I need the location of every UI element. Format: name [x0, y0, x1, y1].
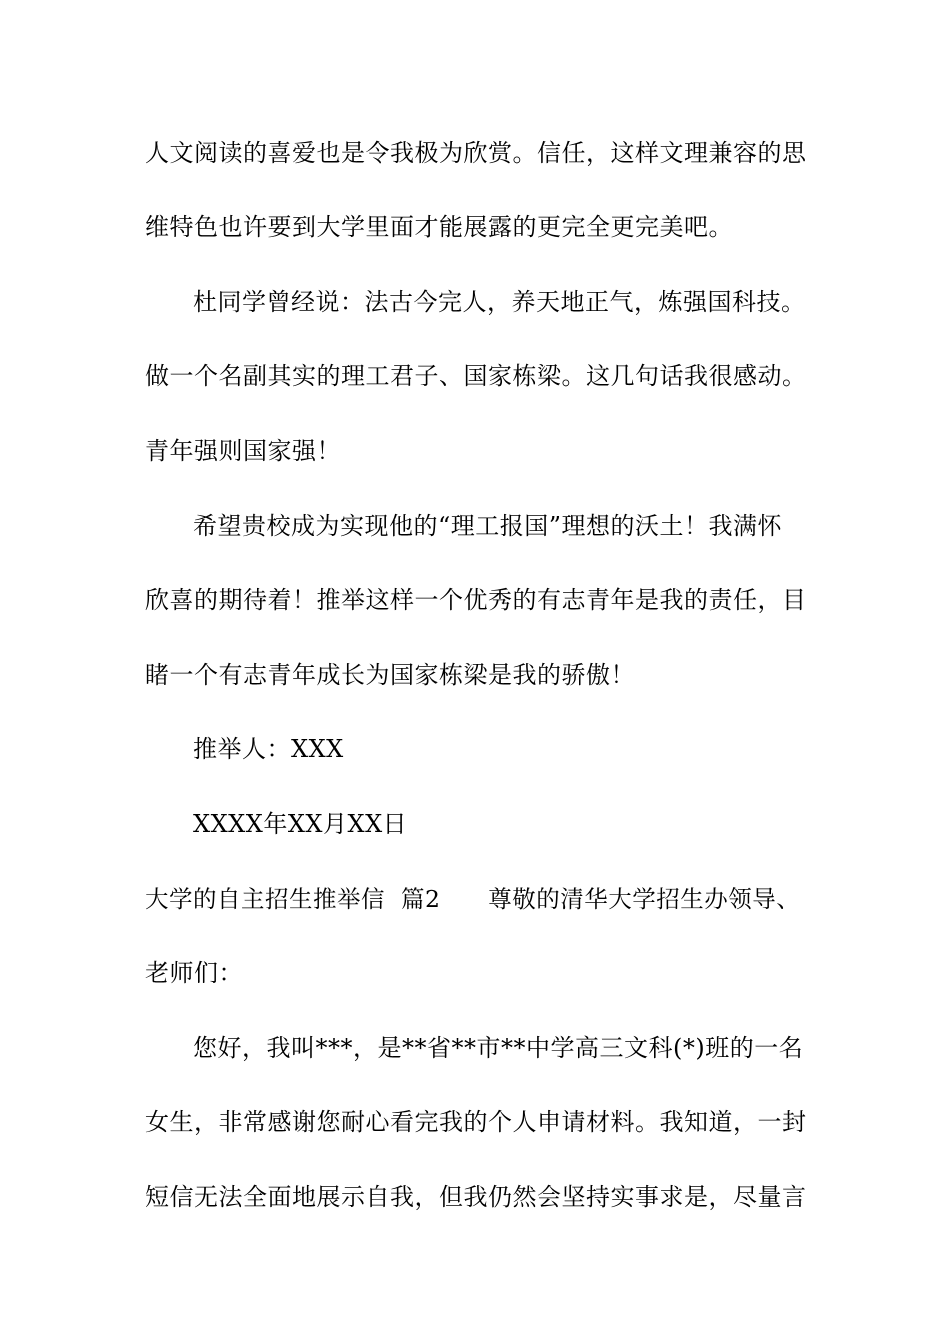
section-heading-line: 大学的自主招生推举信 篇2 尊敬的清华大学招生办领导、 [145, 885, 801, 913]
paragraph-line: 睹一个有志青年成长为国家栋梁是我的骄傲！ [145, 661, 635, 689]
paragraph-line: 您好，我叫***，是**省**市**中学高三文科(*)班的一名 [193, 1034, 804, 1062]
paragraph-line: 希望贵校成为实现他的“理工报国”理想的沃土！我满怀 [193, 512, 783, 540]
paragraph-line: 女生，非常感谢您耐心看完我的个人申请材料。我知道，一封 [145, 1108, 807, 1136]
paragraph-line: 青年强则国家强！ [145, 437, 341, 465]
signer-line: 推举人：XXX [193, 735, 344, 763]
paragraph-line: 短信无法全面地展示自我，但我仍然会坚持实事求是，尽量言 [145, 1183, 807, 1211]
salutation-line: 老师们： [145, 959, 243, 987]
paragraph-line: 杜同学曾经说：法古今完人，养天地正气，炼强国科技。 [193, 288, 806, 316]
paragraph-line: 人文阅读的喜爱也是令我极为欣赏。信任，这样文理兼容的思 [145, 139, 807, 167]
paragraph-line: 做一个名副其实的理工君子、国家栋梁。这几句话我很感动。 [145, 362, 807, 390]
date-line: XXXX年XX月XX日 [193, 810, 408, 838]
paragraph-line: 欣喜的期待着！推举这样一个优秀的有志青年是我的责任，目 [145, 586, 807, 614]
paragraph-line: 维特色也许要到大学里面才能展露的更完全更完美吧。 [145, 213, 733, 241]
